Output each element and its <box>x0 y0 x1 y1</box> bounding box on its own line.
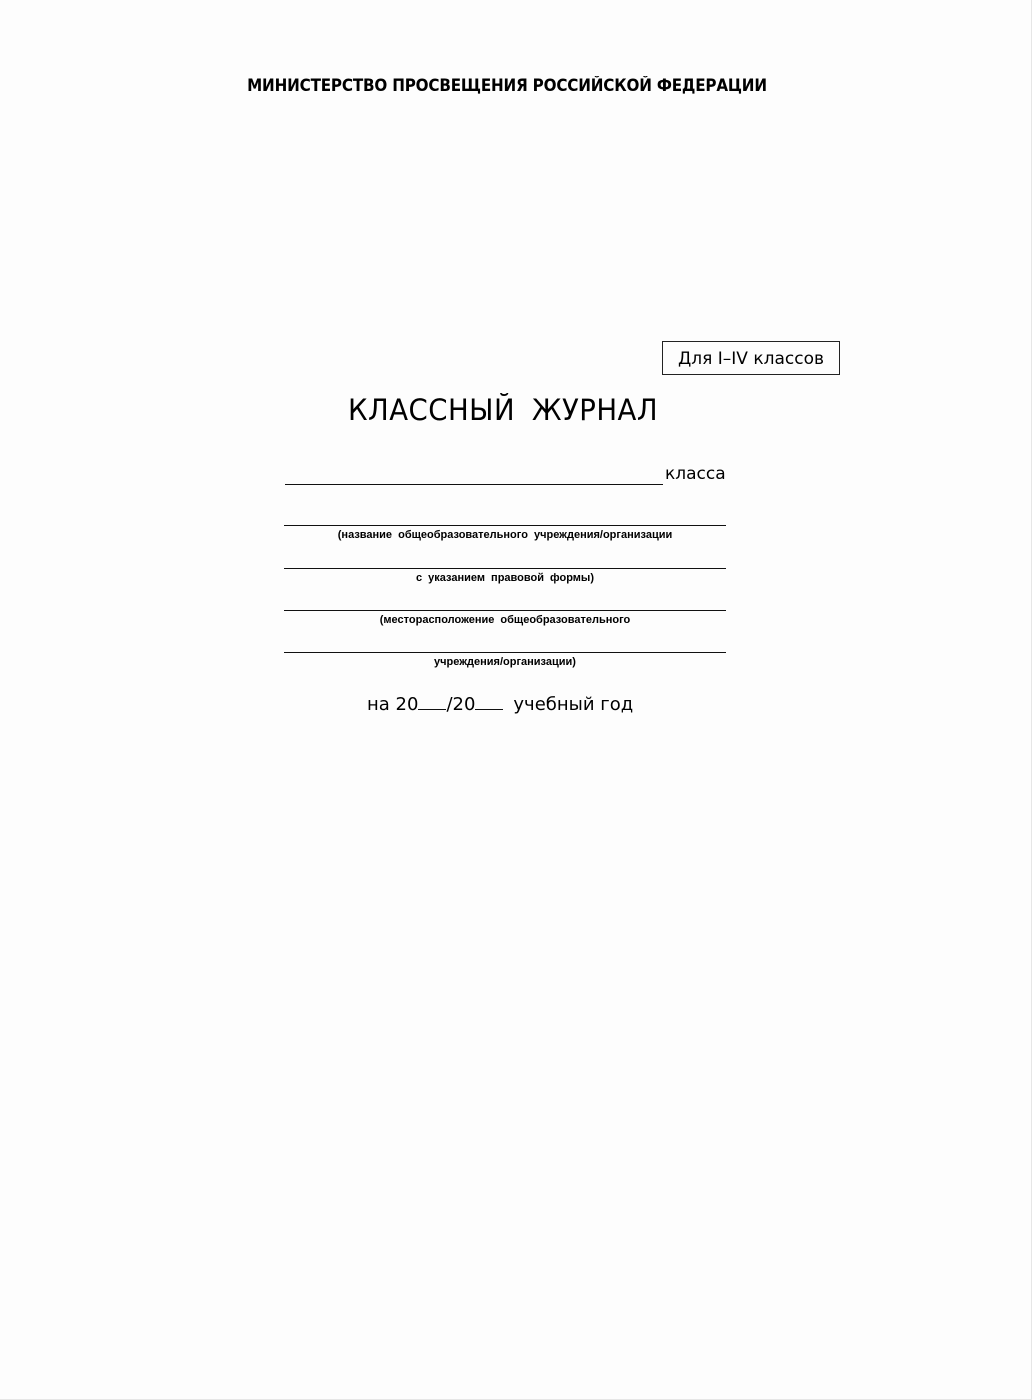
legal-form-caption: с указанием правовой формы) <box>415 572 594 584</box>
academic-year-line <box>367 694 633 715</box>
year-prefix: на 20 <box>367 694 419 715</box>
class-field-label: класса <box>665 464 726 484</box>
location-continued-caption: учреждения/организации) <box>434 656 576 668</box>
end-year-blank[interactable] <box>475 695 503 710</box>
institution-name-field-line[interactable] <box>284 525 726 526</box>
academic-year-label: учебный год <box>513 694 634 715</box>
location-continued-field-line[interactable] <box>284 652 726 653</box>
grade-range-box: Для I–IV классов <box>662 341 840 375</box>
journal-title: КЛАССНЫЙ ЖУРНАЛ <box>348 393 659 427</box>
institution-name-caption: (название общеобразовательного учреждения/организации <box>337 529 673 541</box>
class-name-field-line[interactable] <box>285 484 663 485</box>
ministry-header: МИНИСТЕРСТВО ПРОСВЕЩЕНИЯ РОССИЙСКОЙ ФЕДЕРАЦИИ <box>247 76 767 95</box>
start-year-blank[interactable] <box>418 695 446 710</box>
location-field-line[interactable] <box>284 610 726 611</box>
legal-form-field-line[interactable] <box>284 568 726 569</box>
location-caption: (месторасположение общеобразовательного <box>379 614 631 626</box>
year-separator: /20 <box>446 694 476 715</box>
